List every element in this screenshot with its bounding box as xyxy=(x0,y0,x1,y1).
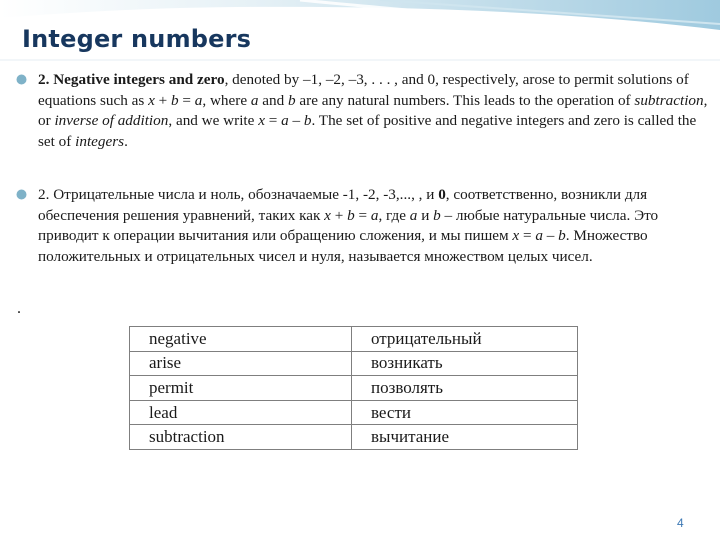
slide-title: Integer numbers xyxy=(22,25,252,53)
term-russian: вести xyxy=(352,400,578,425)
table-row xyxy=(130,351,578,376)
stray-mark: . xyxy=(17,300,21,317)
table-row xyxy=(130,376,578,401)
term-english: negative xyxy=(130,327,352,352)
paragraph-english: 2. Negative integers and zero, denoted by –1, –2, –3, . . . , and 0, respectively, arose to permit solutions of equations such as x + b = a, where a and b are any natural numbers. This leads to the operation of subtraction, or inverse of addition, and we write x = a – b. The set of positive and negative integers and zero is called the set of integers. xyxy=(38,70,716,152)
term-english: subtraction xyxy=(130,425,352,450)
term-russian: возникать xyxy=(352,351,578,376)
term-english: lead xyxy=(130,400,352,425)
term-russian: позволять xyxy=(352,376,578,401)
table-row xyxy=(130,425,578,450)
term-russian: вычитание xyxy=(352,425,578,450)
paragraph-heading: 2. Negative integers and zero xyxy=(38,71,225,88)
term-english: arise xyxy=(130,351,352,376)
term-russian: отрицательный xyxy=(352,327,578,352)
bullet-icon xyxy=(16,74,27,85)
term-english: permit xyxy=(130,376,352,401)
page-number: 4 xyxy=(677,516,684,530)
vocabulary-table xyxy=(129,326,578,450)
table-row xyxy=(130,400,578,425)
table-row xyxy=(130,327,578,352)
paragraph-russian: 2. Отрицательные числа и ноль, обозначаемые -1, -2, -3,..., , и 0, соответственно, возникли для обеспечения решения уравнений, таких как x + b = a, где a и b – любые натуральные числа. Это приводит к операции вычитания или обращению сложения, и мы пишем x = a – b. Множество положительных и отрицательных чисел и нуля, называется множеством целых чисел. xyxy=(38,185,716,267)
bullet-icon xyxy=(16,189,27,200)
